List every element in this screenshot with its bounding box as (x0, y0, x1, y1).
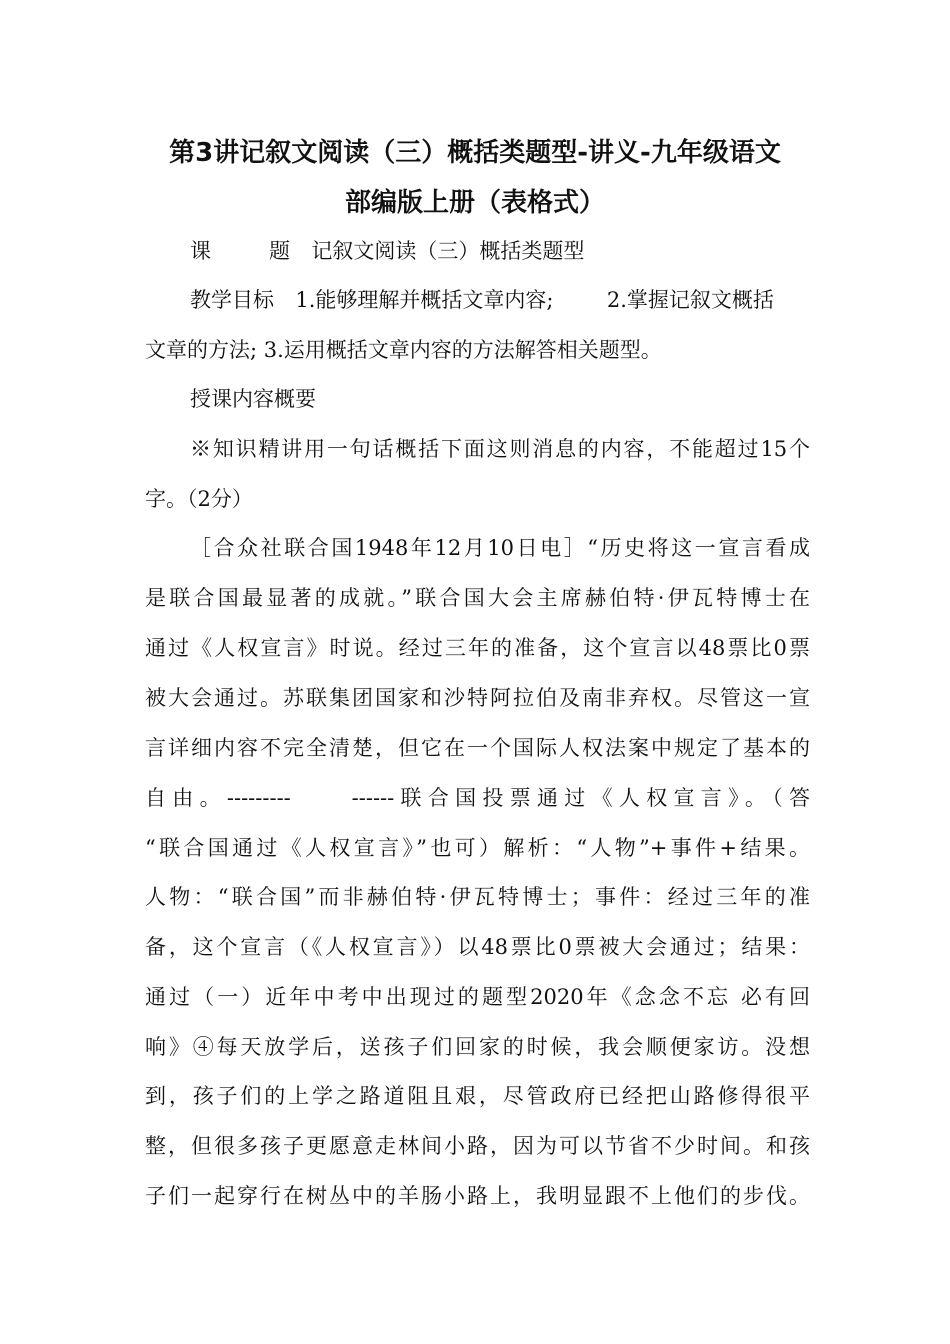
paragraph-line: 通过（一）近年中考中出现过的题型2020年《念念不忘 必有回 (145, 985, 810, 1009)
subject-row (190, 236, 810, 266)
paragraph-line: 人物：“联合国”而非赫伯特·伊瓦特博士；事件：经过三年的准 (145, 885, 810, 909)
subject-label: 课 题 (190, 239, 290, 263)
goals-part-2: 2.掌握记叙文概括 (606, 288, 774, 312)
paragraph-line: 被大会通过。苏联集团国家和沙特阿拉伯及南非弃权。尽管这一宣 (145, 686, 810, 710)
paragraph-line: 整，但很多孩子更愿意走林间小路，因为可以节省不少时间。和孩 (145, 1134, 810, 1158)
subject-value: 记叙文阅读（三）概括类题型 (311, 239, 585, 263)
paragraph-line: “联合国通过《人权宣言》”也可）解析：“人物”+事件+结果。 (145, 836, 810, 860)
paragraph-line: 是联合国最显著的成就。”联合国大会主席赫伯特·伊瓦特博士在 (145, 586, 810, 610)
document-title-line-2: 部编版上册（表格式） (344, 188, 605, 218)
goals-part-3: 文章的方法; 3.运用概括文章内容的方法解答相关题型。 (145, 338, 662, 362)
paragraph-line: ※知识精讲用一句话概括下面这则消息的内容，不能超过15个 (190, 437, 810, 461)
paragraph-line: 子们一起穿行在树丛中的羊肠小路上，我明显跟不上他们的步伐。 (145, 1184, 810, 1208)
summary-label: 授课内容概要 (190, 387, 316, 411)
paragraph-line: 字。（2分） (145, 487, 253, 511)
paragraph-line: 自由。--------- ------联合国投票通过《人权宣言》。（答 (145, 786, 810, 810)
paragraph-line: ［合众社联合国1948年12月10日电］“历史将这一宣言看成 (190, 536, 810, 560)
goals-row (190, 285, 810, 315)
paragraph-line: 到，孩子们的上学之路道阻且艰，尽管政府已经把山路修得很平 (145, 1084, 810, 1108)
goals-part-1: 1.能够理解并概括文章内容; (295, 288, 554, 312)
goals-label: 教学目标 (190, 288, 274, 312)
document-title-line-1: 第3讲记叙文阅读（三）概括类题型-讲义-九年级语文 (169, 138, 781, 168)
paragraph-line: 言详细内容不完全清楚，但它在一个国际人权法案中规定了基本的 (145, 736, 810, 760)
paragraph-line: 响》④每天放学后，送孩子们回家的时候，我会顺便家访。没想 (145, 1035, 810, 1059)
paragraph-line: 通过《人权宣言》时说。经过三年的准备，这个宣言以48票比0票 (145, 636, 810, 660)
paragraph-line: 备，这个宣言（《人权宣言》）以48票比0票被大会通过；结果： (145, 935, 810, 959)
